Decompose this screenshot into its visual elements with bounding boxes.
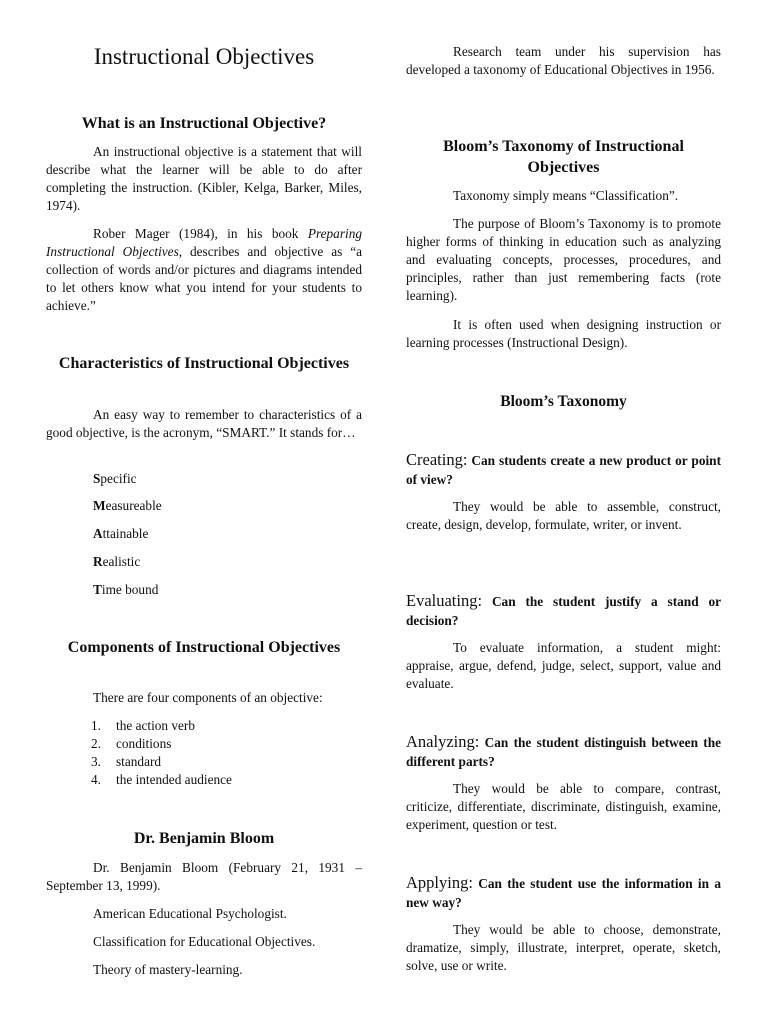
mager-text-post: , describes and objective as “a collection of words and/or pictures and diagrams intended to let others know what you intend for your students to achieve.” <box>46 244 363 313</box>
list-number: 1. <box>91 718 101 733</box>
components-list <box>46 717 232 789</box>
heading-bloom-taxonomy-objectives: Bloom’s Taxonomy of Instructional Objectives <box>443 138 684 176</box>
taxonomy-level-evaluating-heading <box>406 591 721 630</box>
level-question: Can the student justify a stand or decision? <box>406 594 721 628</box>
list-item <box>46 753 232 771</box>
heading-bloom-taxonomy: Bloom’s Taxonomy <box>500 393 627 410</box>
paragraph-taxonomy-purpose: The purpose of Bloom’s Taxonomy is to promote higher forms of thinking in education such as analyzing and evaluating concepts, processes, procedures, and principles, rather than just remembering facts (rote learning). <box>406 216 721 303</box>
taxonomy-level-analyzing-heading <box>406 732 721 771</box>
taxonomy-level-applying-heading <box>406 873 721 912</box>
list-text: conditions <box>116 736 172 751</box>
taxonomy-level-analyzing-description: They would be able to compare, contrast, criticize, differentiate, discriminate, distinguish, examine, experiment, question or test. <box>406 781 721 832</box>
list-item <box>46 735 232 753</box>
paragraph-bloom-profession: American Educational Psychologist. <box>93 906 287 921</box>
heading-benjamin-bloom: Dr. Benjamin Bloom <box>133 830 275 847</box>
heading-characteristics: Characteristics of Instructional Objectives <box>58 355 350 372</box>
smart-item-time-bound <box>93 581 158 599</box>
smart-word: ealistic <box>102 554 141 569</box>
smart-letter: S <box>93 471 101 486</box>
paragraph-bloom-dates: Dr. Benjamin Bloom (February 21, 1931 – September 13, 1999). <box>46 860 362 893</box>
taxonomy-level-creating-heading <box>406 450 721 489</box>
taxonomy-level-evaluating-description: To evaluate information, a student might: appraise, argue, defend, judge, select, support, value and evaluate. <box>406 640 721 691</box>
mager-text-pre: Rober Mager (1984), in his book <box>93 226 299 241</box>
smart-letter: M <box>93 498 106 513</box>
level-term: Analyzing: <box>406 732 480 751</box>
list-text: standard <box>116 754 162 769</box>
paragraph-components-intro: There are four components of an objective: <box>93 690 323 705</box>
taxonomy-level-creating-description: They would be able to assemble, construct, create, design, develop, formulate, writer, or invent. <box>406 499 721 532</box>
smart-item-specific <box>93 470 137 488</box>
level-question: Can students create a new product or point of view? <box>406 453 721 487</box>
paragraph-taxonomy-meaning: Taxonomy simply means “Classification”. <box>453 188 679 203</box>
smart-word: pecific <box>100 471 137 486</box>
smart-item-realistic <box>93 553 140 571</box>
level-question: Can the student distinguish between the different parts? <box>406 735 721 769</box>
smart-letter: T <box>93 582 102 597</box>
list-number: 3. <box>91 754 101 769</box>
smart-letter: A <box>93 526 103 541</box>
paragraph-bloom-mastery: Theory of mastery-learning. <box>93 962 243 977</box>
list-number: 2. <box>91 736 101 751</box>
paragraph-bloom-classification: Classification for Educational Objectives. <box>93 934 316 949</box>
book-title: Preparing Instructional Objectives <box>46 226 362 259</box>
smart-item-measureable <box>93 497 162 515</box>
list-text: the intended audience <box>116 772 232 787</box>
list-item <box>46 717 232 735</box>
paragraph-definition: An instructional objective is a statement that will describe what the learner will be able to do after completing the instruction. (Kibler, Kelga, Barker, Miles, 1974). <box>46 144 362 213</box>
level-term: Applying: <box>406 873 473 892</box>
heading-what-is-objective: What is an Instructional Objective? <box>81 115 327 132</box>
smart-word: ttainable <box>102 526 149 541</box>
paragraph-smart-intro: An easy way to remember to characteristics of a good objective, is the acronym, “SMART.” It stands for… <box>46 407 362 440</box>
list-item <box>46 771 232 789</box>
heading-components: Components of Instructional Objectives <box>67 639 341 656</box>
document-title: Instructional Objectives <box>93 44 315 69</box>
paragraph-taxonomy-usage: It is often used when designing instruction or learning processes (Instructional Design). <box>406 317 721 350</box>
smart-letter: R <box>93 554 103 569</box>
list-text: the action verb <box>116 718 196 733</box>
taxonomy-level-applying-description: They would be able to choose, demonstrate, dramatize, simply, illustrate, interpret, operate, sketch, solve, use or write. <box>406 922 721 973</box>
smart-item-attainable <box>93 525 148 543</box>
paragraph-mager <box>46 225 362 315</box>
paragraph-research-team: Research team under his supervision has developed a taxonomy of Educational Objectives in 1956. <box>406 44 721 77</box>
smart-word: easureable <box>105 498 162 513</box>
smart-word: ime bound <box>101 582 159 597</box>
list-number: 4. <box>91 772 101 787</box>
level-term: Evaluating: <box>406 591 483 610</box>
level-question: Can the student use the information in a new way? <box>406 876 721 910</box>
level-term: Creating: <box>406 450 468 469</box>
